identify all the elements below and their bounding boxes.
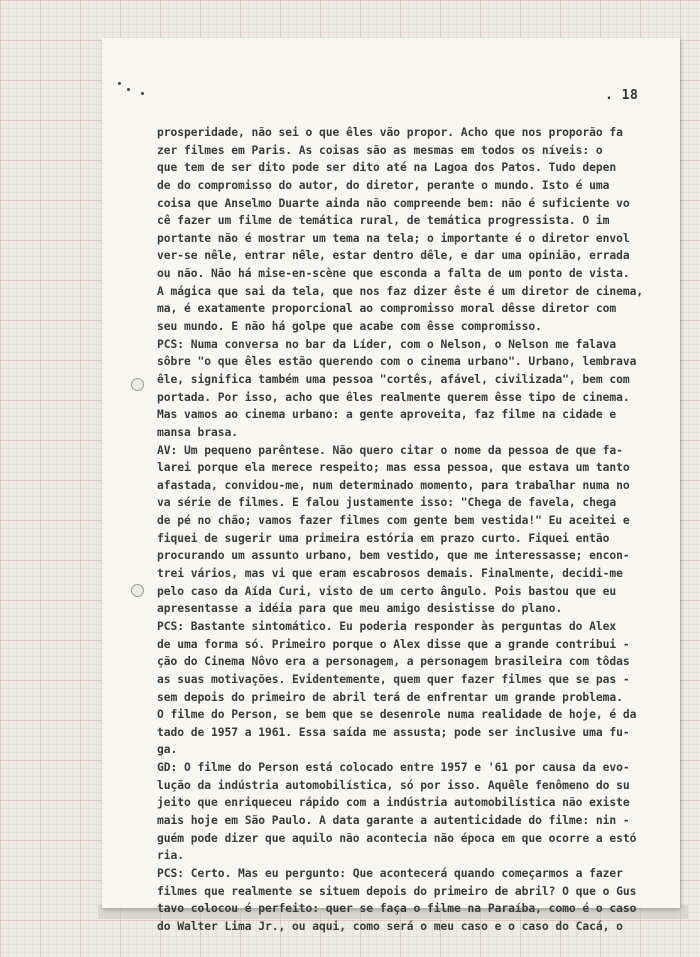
text-line: cê fazer um filme de temática rural, de temática progressista. O im — [157, 214, 610, 228]
text-line: larei porque ela merece respeito; mas essa pessoa, que estava um tanto — [157, 461, 630, 475]
ink-speck — [127, 88, 130, 91]
text-line: ou não. Não há mise-en-scène que esconda a falta de um ponto de vista. — [157, 267, 630, 281]
text-line: portante não é mostrar um tema na tela; o importante é o diretor envol — [157, 231, 630, 245]
text-line: sem depois do primeiro de abril terá de enfrentar um grande problema. — [157, 690, 623, 704]
text-line: do Walter Lima Jr., ou aqui, como será o meu caso e o caso do Cacá, o — [157, 919, 623, 933]
text-line: tado de 1957 a 1961. Essa saída me assusta; pode ser inclusive uma fu- — [157, 725, 630, 739]
text-line: ma, é exatamente proporcional ao compromisso moral dêsse diretor com — [157, 302, 617, 316]
text-line: fiquei de sugerir uma primeira estória em prazo curto. Fiquei então — [157, 531, 610, 545]
text-line: seu mundo. E não há golpe que acabe com êsse compromisso. — [157, 320, 542, 334]
text-line: ria. — [157, 849, 185, 863]
text-line: PCS: Numa conversa no bar da Líder, com o Nelson, o Nelson me falava — [157, 337, 617, 351]
page-number: . 18 — [605, 88, 639, 103]
text-line: GD: O filme do Person está colocado entre 1957 e '61 por causa da evo- — [157, 761, 630, 775]
text-line: procurando um assunto urbano, bem vestido, que me interessasse; encon- — [157, 549, 630, 563]
text-line: trei vários, mas vi que eram escabrosos demais. Finalmente, decidi-me — [157, 567, 623, 581]
punch-hole — [131, 378, 144, 391]
text-line: va série de filmes. E falou justamente isso: "Chega de favela, chega — [157, 496, 617, 510]
text-line: lução da indústria automobilística, só por isso. Aquêle fenômeno do su — [157, 778, 630, 792]
text-line: sôbre "o que êles estão querendo com o cinema urbano". Urbano, lembrava — [157, 355, 637, 369]
text-line: coisa que Anselmo Duarte ainda não compreende bem: não é suficiente vo — [157, 196, 630, 210]
text-line: guém pode dizer que aquilo não acontecia não época em que ocorre a estó — [157, 831, 637, 845]
text-line: O filme do Person, se bem que se desenrole numa realidade de hoje, é da — [157, 708, 637, 722]
typed-text-block — [157, 124, 677, 935]
text-line: PCS: Bastante sintomático. Eu poderia responder às perguntas do Alex — [157, 619, 617, 633]
text-line: pelo caso da Aída Curi, visto de um certo ângulo. Pois bastou que eu — [157, 584, 617, 598]
text-line: afastada, convidou-me, num determinado momento, para trabalhar numa no — [157, 478, 630, 492]
text-line: mais hoje em São Paulo. A data garante a autenticidade do filme: nin - — [157, 813, 630, 827]
text-line: de pé no chão; vamos fazer filmes com gente bem vestida!" Eu aceitei e — [157, 514, 630, 528]
text-line: as suas motivações. Evidentemente, quem quer fazer filmes que se pas - — [157, 672, 630, 686]
text-line: jeito que enriqueceu rápido com a indústria automobilística não existe — [157, 796, 630, 810]
text-line: êle, significa também uma pessoa "cortês, afável, civilizada", bem com — [157, 372, 630, 386]
ink-speck — [118, 82, 121, 85]
text-line: de do compromisso do autor, do diretor, perante o mundo. Isto é uma — [157, 178, 610, 192]
text-line: ver-se nêle, entrar nêle, estar dentro dêle, e dar uma opinião, errada — [157, 249, 630, 263]
text-line: que tem de ser dito pode ser dito até na Lagoa dos Patos. Tudo depen — [157, 161, 617, 175]
text-line: filmes que realmente se situem depois do primeiro de abril? O que o Gus — [157, 884, 637, 898]
text-line: apresentasse a idéia para que meu amigo desistisse do plano. — [157, 602, 563, 616]
text-line: prosperidade, não sei o que êles vão propor. Acho que nos proporão fa — [157, 126, 623, 139]
ink-speck — [141, 92, 144, 95]
text-line: portada. Por isso, acho que êles realmente querem êsse tipo de cinema. — [157, 390, 630, 404]
text-line: PCS: Certo. Mas eu pergunto: Que acontecerá quando começarmos a fazer — [157, 866, 623, 880]
text-line: mansa brasa. — [157, 425, 239, 439]
text-line: de uma forma só. Primeiro porque o Alex disse que a grande contribui - — [157, 637, 630, 651]
text-line: Mas vamos ao cinema urbano: a gente aproveita, faz filme na cidade e — [157, 408, 617, 422]
text-line: tavo colocou é perfeito: quer se faça o filme na Paraíba, como é o caso — [157, 902, 637, 916]
text-line: zer filmes em Paris. As coisas são as mesmas em todos os níveis: o — [157, 143, 603, 157]
punch-hole — [131, 584, 144, 597]
text-line: ção do Cinema Nôvo era a personagem, a personagem brasileira com tôdas — [157, 655, 630, 669]
text-line: ga. — [157, 743, 178, 757]
text-line: AV: Um pequeno parêntese. Não quero citar o nome da pessoa de que fa- — [157, 443, 623, 457]
text-line: A mágica que sai da tela, que nos faz dizer êste é um diretor de cinema, — [157, 284, 644, 298]
